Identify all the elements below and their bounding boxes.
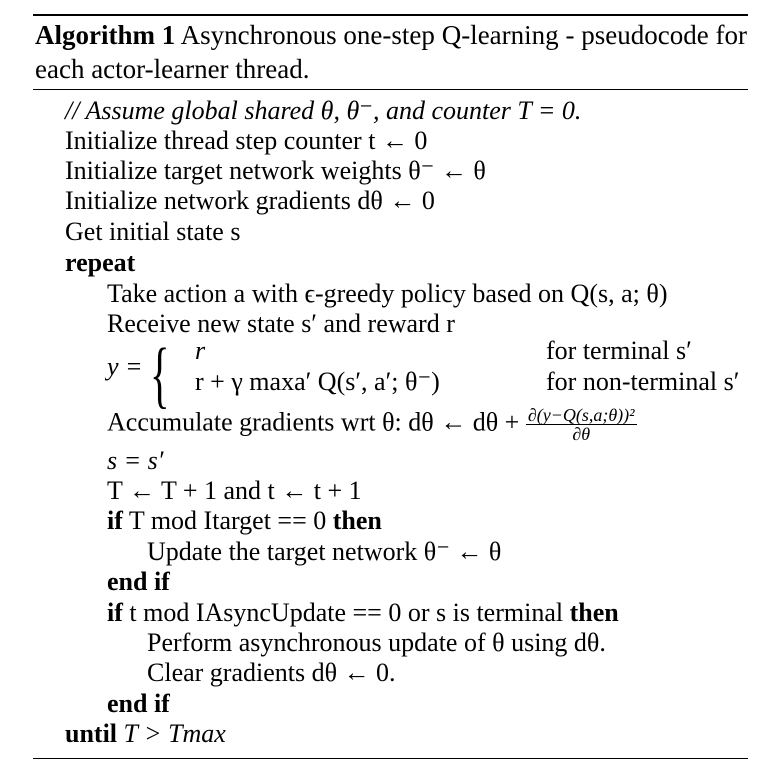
end-if-keyword: end if — [107, 567, 170, 596]
init-target-weights: Initialize target network weights θ⁻ ← θ — [65, 156, 486, 185]
fraction-numerator: ∂(y−Q(s,a;θ))² — [527, 405, 635, 425]
then-keyword: then — [569, 598, 619, 627]
algorithm-label: Algorithm 1 — [35, 20, 176, 50]
update-target-network: Update the target network θ⁻ ← θ — [147, 537, 502, 566]
if-keyword: if — [107, 598, 123, 627]
case-nonterminal-condition: for non-terminal s′ — [546, 367, 740, 396]
accumulate-text: Accumulate gradients wrt θ: dθ ← dθ + — [107, 407, 520, 437]
target-y-lhs: y = — [107, 352, 143, 381]
if-async-update — [107, 598, 619, 628]
until-keyword: until — [65, 719, 118, 748]
bottom-rule — [33, 758, 748, 759]
accumulate-gradients — [107, 406, 637, 443]
receive-state: Receive new state s′ and reward r — [107, 309, 455, 338]
state-update: s = s′ — [107, 446, 164, 475]
case-nonterminal-value: r + γ maxa′ Q(s′, a′; θ⁻) — [195, 367, 440, 396]
end-if-keyword: end if — [107, 689, 170, 718]
repeat-keyword: repeat — [65, 248, 136, 277]
then-keyword: then — [332, 506, 382, 535]
clear-gradients: Clear gradients dθ ← 0. — [147, 658, 396, 687]
init-step-counter: Initialize thread step counter t ← 0 — [65, 126, 428, 155]
perform-async-update: Perform asynchronous update of θ using dθ. — [147, 628, 606, 657]
top-rule — [33, 14, 748, 16]
algorithm-caption — [35, 18, 747, 86]
gradient-fraction — [526, 406, 637, 443]
algorithm-title: Asynchronous one-step Q-learning - pseudocode for each actor-learner thread. — [35, 20, 748, 84]
case-terminal-value: r — [195, 336, 206, 365]
if-keyword: if — [107, 506, 123, 535]
if-target-update — [107, 506, 382, 536]
init-gradients: Initialize network gradients dθ ← 0 — [65, 186, 435, 215]
take-action: Take action a with ϵ-greedy policy based on Q(s, a; θ) — [107, 279, 668, 308]
cases-brace: { — [150, 334, 170, 416]
case-terminal-condition: for terminal s′ — [546, 336, 692, 365]
until-condition: T > Tmax — [123, 719, 226, 748]
until-line — [65, 719, 226, 749]
fraction-denominator: ∂θ — [572, 424, 591, 444]
caption-rule — [33, 89, 748, 90]
counter-update: T ← T + 1 and t ← t + 1 — [107, 476, 362, 505]
comment-line: // Assume global shared θ, θ⁻, and counter T = 0. — [65, 96, 582, 125]
target-update-condition: T mod Itarget == 0 — [128, 506, 327, 535]
get-initial-state: Get initial state s — [65, 217, 241, 246]
async-update-condition: t mod IAsyncUpdate == 0 or s is terminal — [129, 598, 564, 627]
